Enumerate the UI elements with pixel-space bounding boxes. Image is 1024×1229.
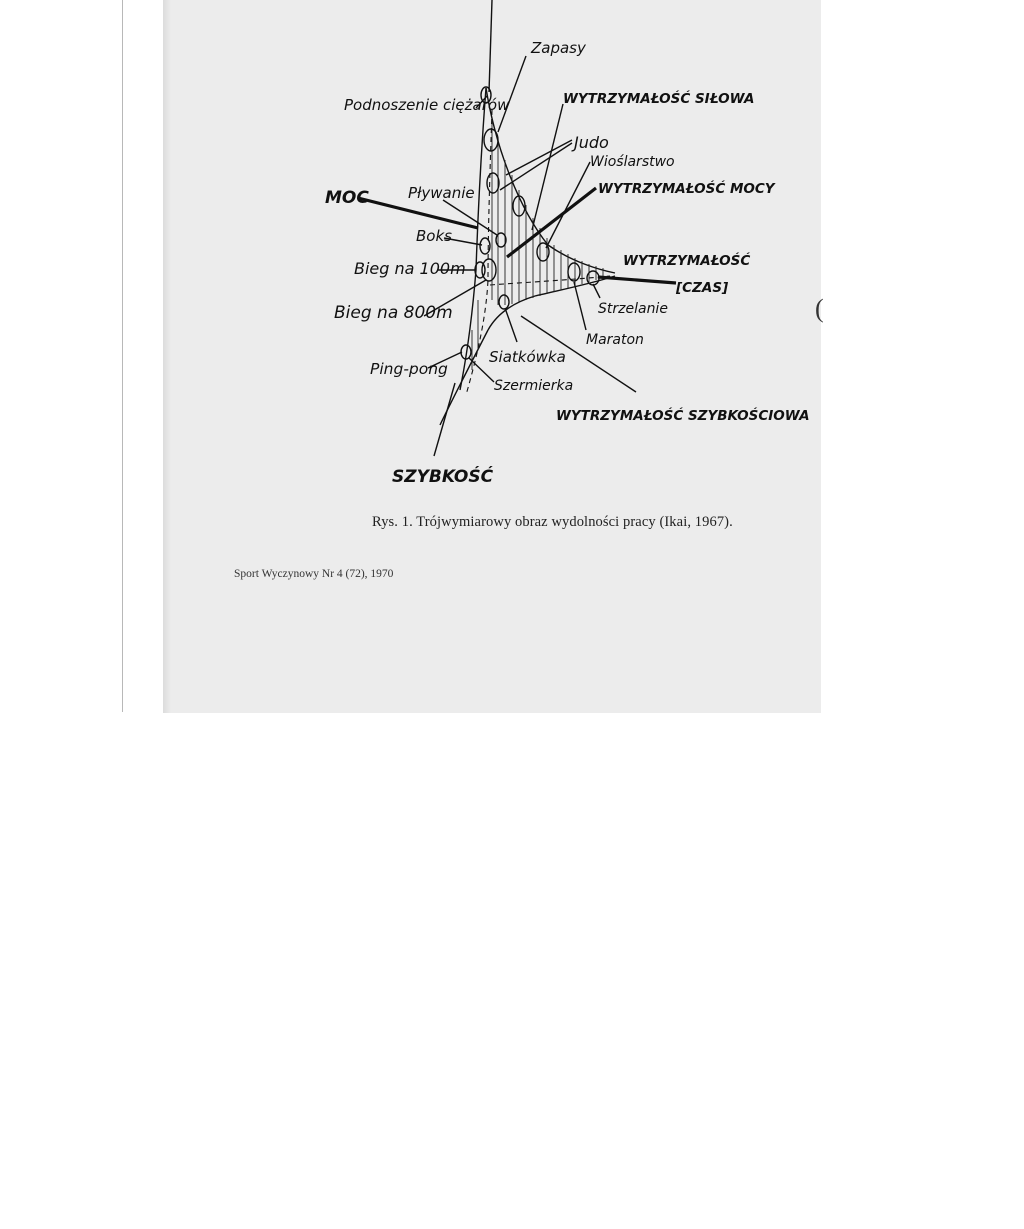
label-szermierka: Szermierka: [494, 378, 574, 394]
hatching: [472, 120, 603, 370]
axis-moc-line: [358, 198, 478, 228]
label-podnoszenie-ciezarow: Podnoszenie ciężarów: [344, 96, 510, 114]
label-maraton: Maraton: [586, 332, 644, 348]
label-wytrzymalosc-silowa: WYTRZYMAŁOŚĆ SIŁOWA: [563, 91, 755, 107]
label-ping-pong: Ping-pong: [370, 360, 448, 378]
axis-czas-line: [598, 277, 676, 283]
stray-parenthesis: (: [815, 294, 824, 323]
sport-circles: [461, 87, 599, 359]
label-judo: Judo: [574, 133, 609, 152]
label-strzelanie: Strzelanie: [598, 301, 668, 317]
label-wytrzymalosc-szybkosciowa: WYTRZYMAŁOŚĆ SZYBKOŚCIOWA: [556, 408, 810, 424]
axis-wytrzymalosc-silowa-line: [532, 104, 563, 230]
figure-caption: Rys. 1. Trójwymiarowy obraz wydolności pracy (Ikai, 1967).: [372, 514, 733, 530]
label-wytrzymalosc-mocy: WYTRZYMAŁOŚĆ MOCY: [598, 181, 775, 197]
label-moc: MOC: [325, 188, 369, 208]
label-wytrzymalosc-czas-2: [CZAS]: [676, 280, 729, 296]
label-zapasy: Zapasy: [531, 39, 586, 57]
label-boks: Boks: [416, 227, 452, 245]
label-bieg-na-800m: Bieg na 800m: [334, 303, 453, 323]
label-bieg-na-100m: Bieg na 100m: [354, 259, 466, 278]
label-szybkosc: SZYBKOŚĆ: [392, 467, 494, 487]
axis-szybkosc-line: [434, 383, 455, 456]
label-plywanie: Pływanie: [408, 184, 475, 202]
label-siatkowka: Siatkówka: [489, 348, 566, 366]
page-footer: Sport Wyczynowy Nr 4 (72), 1970: [234, 568, 394, 580]
label-wioslarstwo: Wioślarstwo: [590, 154, 675, 170]
label-wytrzymalosc-czas-1: WYTRZYMAŁOŚĆ: [623, 253, 751, 269]
dashed-horizontal-edge: [490, 276, 610, 285]
axis-top-line: [489, 0, 492, 92]
